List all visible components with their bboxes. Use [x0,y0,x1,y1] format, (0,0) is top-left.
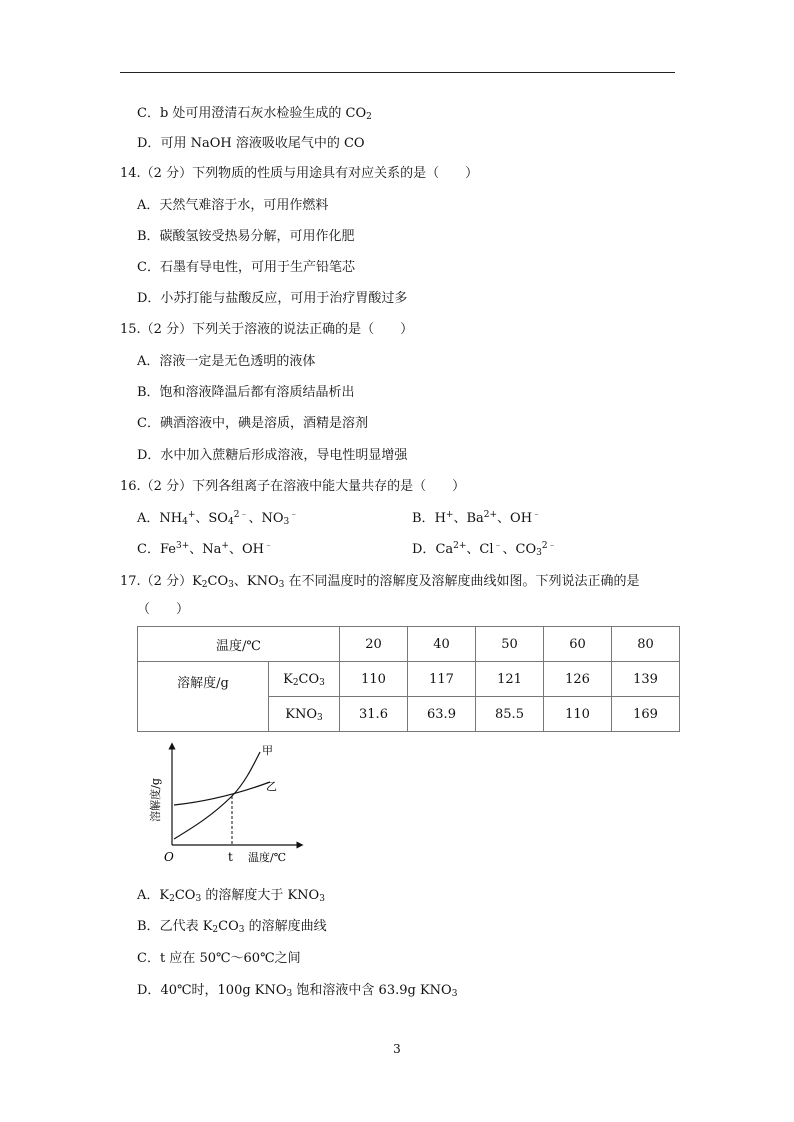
temp-cell: 80 [612,627,680,662]
header-temp-label: 温度/℃ [138,627,340,662]
value-cell: 117 [408,662,476,697]
q13-option-c: C．b 处可用澄清石灰水检验生成的 $CO_2$ [137,106,372,122]
origin-label: O [164,850,174,864]
curve-yi-label: 乙 [266,780,277,793]
q16-option-c: C．$Fe^{3+}$、Na+、OH﹣ [137,541,273,557]
value-cell: 31.6 [340,697,408,732]
solubility-table [137,626,680,732]
q14-option-a: A．天然气难溶于水，可用作燃料 [137,198,329,213]
q15-option-b: B．饱和溶液降温后都有溶质结晶析出 [137,385,355,400]
q14-option-c: C．石墨有导电性，可用于生产铅笔芯 [137,260,355,275]
table-row [138,662,680,697]
x-axis-label: 温度/℃ [248,851,287,864]
q16-option-a: A．$NH_4^+$、$SO_4^{2﹣}$、$NO_3^﹣$ [137,510,299,527]
q17-option-b: B．乙代表 $K_2CO_3$ 的溶解度曲线 [137,919,327,935]
value-cell: 121 [476,662,544,697]
curve-jia [174,752,260,839]
q15-stem: 15.（2 分）下列关于溶液的说法正确的是（ ） [120,322,414,337]
value-cell: 85.5 [476,697,544,732]
value-cell: 126 [544,662,612,697]
value-cell: 110 [340,662,408,697]
q14-stem: 14.（2 分）下列物质的性质与用途具有对应关系的是（ ） [120,166,479,181]
q15-option-d: D．水中加入蔗糖后形成溶液，导电性明显增强 [137,448,408,463]
q16-stem: 16.（2 分）下列各组离子在溶液中能大量共存的是（ ） [120,479,466,494]
value-cell: 139 [612,662,680,697]
q17-option-a: A．$K_2CO_3$ 的溶解度大于 $KNO_3$ [137,888,325,904]
q17-option-d: D．40℃时，100g $KNO_3$ 饱和溶液中含 63.9g $KNO_3$ [137,983,458,999]
value-cell: 169 [612,697,680,732]
temp-cell: 50 [476,627,544,662]
curve-jia-label: 甲 [262,744,273,757]
page-number: 3 [393,1042,401,1056]
q17-option-c: C．t 应在 50℃～60℃之间 [137,951,301,966]
q16-option-d: D．$Ca^{2+}$、Cl﹣、$CO_3^{2﹣}$ [412,541,557,558]
q15-option-c: C．碘酒溶液中，碘是溶质，酒精是溶剂 [137,416,368,431]
q16-option-b: B．H+、$Ba^{2+}$、OH﹣ [412,510,542,526]
row-name-kno3: $KNO_3$ [269,697,340,732]
q13-option-d: D．可用 NaOH 溶液吸收尾气中的 CO [137,136,365,151]
header-rule [120,72,675,73]
q17-stem: 17.（2 分）$K_2CO_3$、$KNO_3$ 在不同温度时的溶解度及溶解度曲线如图。下列说法正确的是 [120,574,640,590]
value-cell: 110 [544,697,612,732]
curve-yi [174,782,270,805]
row-group-label: 溶解度/g [138,662,269,732]
q17-paren: （ ） [137,602,190,617]
temp-cell: 40 [408,627,476,662]
temp-cell: 20 [340,627,408,662]
table-row [138,627,680,662]
y-axis-label: 溶解度/g [149,778,162,822]
q14-option-d: D．小苏打能与盐酸反应，可用于治疗胃酸过多 [137,291,408,306]
q15-option-a: A．溶液一定是无色透明的液体 [137,354,316,369]
value-cell: 63.9 [408,697,476,732]
row-name-k2co3: $K_2CO_3$ [269,662,340,697]
t-label: t [228,850,233,864]
q14-option-b: B．碳酸氢铵受热易分解，可用作化肥 [137,229,355,244]
solubility-curve-graph [149,740,312,866]
temp-cell: 60 [544,627,612,662]
